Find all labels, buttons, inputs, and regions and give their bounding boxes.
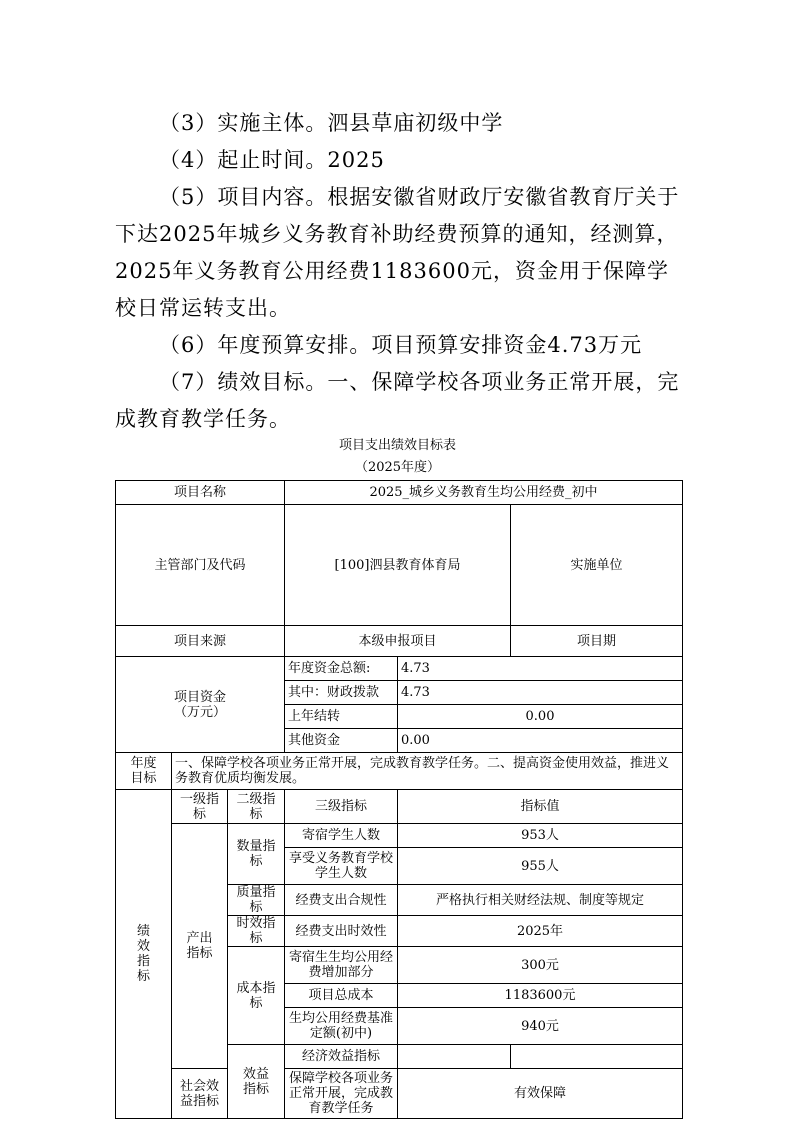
quality-name: 经费支出合规性 <box>285 885 398 916</box>
econ-label: 经济效益指标 <box>285 1045 398 1069</box>
quantity-label: 数量指标 <box>228 824 285 885</box>
paragraph-content: （5）项目内容。根据安徽省财政厅安徽省教育厅关于下达2025年城乡义务教育补助经费预算的通知，经测算，2025年义务教育公用经费1183600元，资金用于保障学校日常运转支出。 <box>115 185 680 320</box>
goal-text: 一、保障学校各项业务正常开展，完成教育教学任务。二、提高资金使用效益，推进义务教育优质均衡发展。 <box>172 753 683 790</box>
quality-value: 严格执行相关财经法规、制度等规定 <box>398 885 683 916</box>
header-level3: 三级指标 <box>285 790 398 824</box>
q2-name: 享受义务教育学校学生人数 <box>285 848 398 885</box>
benefit-label <box>228 1045 285 1119</box>
header-level1: 一级指标 <box>172 790 228 824</box>
goal-label-line1: 年度 <box>130 756 157 771</box>
impl-label: 实施单位 <box>511 505 683 626</box>
source-label: 项目来源 <box>116 626 285 657</box>
table-row <box>116 626 683 657</box>
dept-label: 主管部门及代码 <box>116 505 285 626</box>
econ-value <box>511 1045 683 1069</box>
table-subtitle: （2025年度） <box>354 460 441 475</box>
paragraph-implementer: （3）实施主体。泗县草庙初级中学 <box>159 111 504 135</box>
goal-label <box>116 753 172 790</box>
funds-unit: （万元） <box>173 704 226 720</box>
carry-value: 0.00 <box>398 705 683 729</box>
paragraph-goal: （7）绩效目标。一、保障学校各项业务正常开展，完成教育教学任务。 <box>115 370 680 431</box>
c2-value: 1183600元 <box>398 984 683 1008</box>
paragraph-period: （4）起止时间。2025 <box>159 148 385 172</box>
quality-label: 质量指标 <box>228 885 285 916</box>
fiscal-value: 4.73 <box>398 681 683 705</box>
social-label: 社会效益指标 <box>172 1069 228 1119</box>
time-name: 经费支出时效性 <box>285 916 398 947</box>
funds-label-text: 项目资金 <box>173 689 226 705</box>
table-row <box>116 505 683 626</box>
c2-name: 项目总成本 <box>285 984 398 1008</box>
output-label <box>172 824 228 1069</box>
paragraph-budget: （6）年度预算安排。项目预算安排资金4.73万元 <box>159 333 643 357</box>
dept-value: [100]泗县教育体育局 <box>285 505 511 626</box>
output-label-text: 产出指标 <box>186 931 213 961</box>
carry-label: 上年结转 <box>285 705 398 729</box>
other-value: 0.00 <box>398 729 683 753</box>
header-value: 指标值 <box>398 790 683 824</box>
table-row <box>116 753 683 790</box>
social-value: 有效保障 <box>398 1069 683 1119</box>
c1-value: 300元 <box>398 947 683 984</box>
social-name: 保障学校各项业务正常开展，完成教育教学任务 <box>285 1069 398 1119</box>
table-title: 项目支出绩效目标表 <box>338 438 456 453</box>
table-row <box>116 790 683 824</box>
goal-label-line2: 目标 <box>130 771 157 786</box>
source-value: 本级申报项目 <box>285 626 511 657</box>
period-label: 项目期 <box>511 626 683 657</box>
table-row <box>116 1069 683 1119</box>
c1-name: 寄宿生生均公用经费增加部分 <box>285 947 398 984</box>
header-level2: 二级指标 <box>228 790 285 824</box>
econ-name <box>398 1045 511 1069</box>
project-name-value: 2025_城乡义务教育生均公用经费_初中 <box>285 481 683 505</box>
total-value: 4.73 <box>398 657 683 681</box>
q1-name: 寄宿学生人数 <box>285 824 398 848</box>
table-row <box>116 657 683 681</box>
time-value: 2025年 <box>398 916 683 947</box>
fiscal-label: 其中：财政拨款 <box>285 681 398 705</box>
c3-name: 生均公用经费基准定额(初中) <box>285 1008 398 1045</box>
c3-value: 940元 <box>398 1008 683 1045</box>
cost-label: 成本指标 <box>228 947 285 1045</box>
total-label: 年度资金总额: <box>285 657 398 681</box>
time-label: 时效指标 <box>228 916 285 947</box>
funds-label <box>116 657 285 753</box>
project-name-label: 项目名称 <box>116 481 285 505</box>
table-row <box>116 824 683 848</box>
perf-label <box>116 790 172 1119</box>
performance-table <box>115 480 683 1119</box>
table-row <box>116 481 683 505</box>
q2-value: 955人 <box>398 848 683 885</box>
perf-label-text: 绩效指标 <box>136 924 150 984</box>
q1-value: 953人 <box>398 824 683 848</box>
other-label: 其他资金 <box>285 729 398 753</box>
benefit-label-text: 效益指标 <box>242 1066 269 1097</box>
